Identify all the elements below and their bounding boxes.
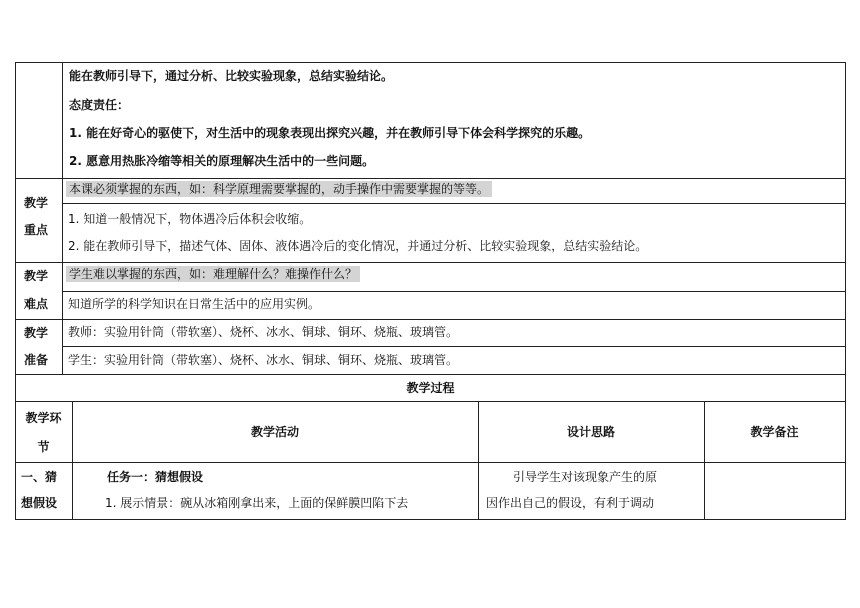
row-label: 难点	[24, 297, 49, 311]
row-divider	[15, 462, 846, 463]
objective-heading: 态度责任：	[69, 98, 130, 112]
objective-line: 1. 能在好奇心的驱使下，对生活中的现象表现出探究兴趣，并在教师引导下体会科学探究的乐趣。	[69, 126, 591, 140]
row-divider	[15, 374, 846, 375]
row-divider	[62, 346, 846, 347]
preparation-student: 学生：实验用针筒（带软塞）、烧杯、冰水、铜球、铜环、烧瓶、玻璃管。	[68, 353, 459, 367]
design-text: 因作出自己的假设，有利于调动	[486, 496, 655, 510]
row-divider	[15, 401, 846, 402]
column-header: 教学备注	[750, 425, 799, 439]
column-header: 设计思路	[566, 425, 615, 439]
column-header: 教学环	[25, 411, 62, 425]
row-label: 教学	[24, 196, 49, 210]
row-label: 重点	[24, 223, 49, 237]
table-top-border	[15, 62, 846, 63]
column-divider	[62, 62, 63, 374]
row-label: 准备	[24, 353, 49, 367]
column-divider	[704, 401, 705, 519]
stage-label: 一、猜	[21, 470, 58, 484]
column-divider	[478, 401, 479, 519]
task-title: 任务一：猜想假设	[107, 470, 204, 484]
column-header: 节	[37, 440, 50, 454]
highlighted-note: 本课必须掌握的东西，如：科学原理需要掌握的，动手操作中需要掌握的等等。	[66, 181, 492, 197]
row-label: 教学	[24, 269, 49, 283]
row-label: 教学	[24, 326, 49, 340]
activity-text: 1. 展示情景：碗从冰箱刚拿出来，上面的保鲜膜凹陷下去	[105, 496, 409, 510]
row-divider	[15, 178, 846, 179]
key-point-item: 2. 能在教师引导下，描述气体、固体、液体遇冷后的变化情况，并通过分析、比较实验现象，总结实验结论。	[68, 239, 648, 253]
difficulty-item: 知道所学的科学知识在日常生活中的应用实例。	[68, 297, 321, 311]
design-text: 引导学生对该现象产生的原	[513, 470, 658, 484]
row-divider	[62, 203, 846, 204]
section-title: 教学过程	[406, 381, 455, 395]
preparation-teacher: 教师：实验用针筒（带软塞）、烧杯、冰水、铜球、铜环、烧瓶、玻璃管。	[68, 325, 459, 339]
key-point-item: 1. 知道一般情况下，物体遇冷后体积会收缩。	[68, 212, 312, 226]
column-divider	[72, 401, 73, 519]
highlighted-note: 学生难以掌握的东西，如：难理解什么？难操作什么？	[66, 266, 360, 282]
table-right-border	[845, 62, 846, 520]
objective-line: 能在教师引导下，通过分析、比较实验现象，总结实验结论。	[69, 69, 394, 83]
stage-label: 想假设	[21, 496, 58, 510]
table-bottom-border	[15, 519, 846, 520]
objective-line: 2. 愿意用热胀冷缩等相关的原理解决生活中的一些问题。	[69, 154, 375, 168]
row-divider	[62, 291, 846, 292]
row-divider	[15, 319, 846, 320]
column-header: 教学活动	[250, 425, 299, 439]
row-divider	[15, 262, 846, 263]
